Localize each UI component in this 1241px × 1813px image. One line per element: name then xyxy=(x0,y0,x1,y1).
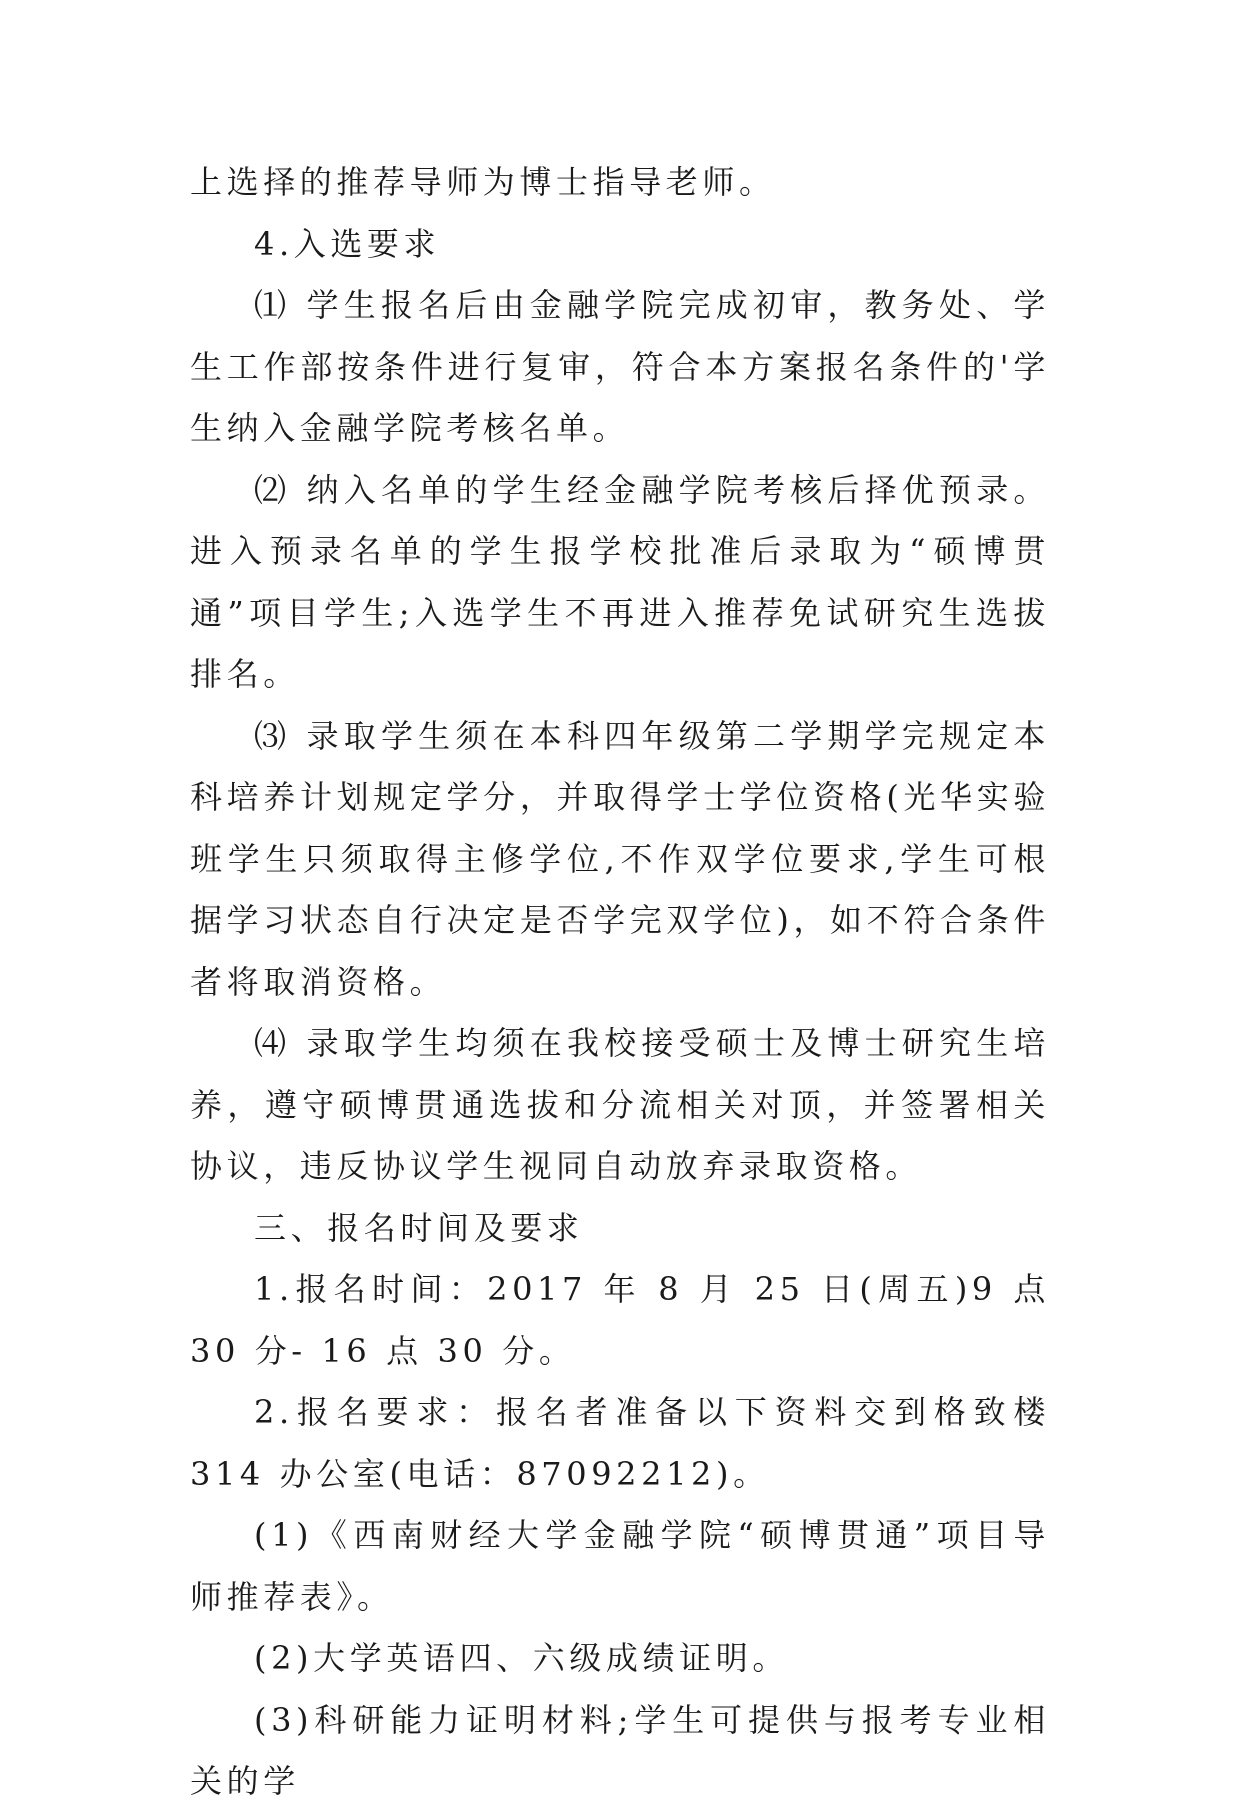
paragraph-requirement-2: ⑵ 纳入名单的学生经金融学院考核后择优预录。进入预录名单的学生报学校批准后录取为“硕博贯通”项目学生;入选学生不再进入推荐免试研究生选拔排名。 xyxy=(190,470,1050,693)
paragraph-requirement-1: ⑴ 学生报名后由金融学院完成初审，教务处、学生工作部按条件进行复审，符合本方案报名条件的'学生纳入金融学院考核名单。 xyxy=(190,286,1050,447)
paragraph-continuation: 上选择的推荐导师为博士指导老师。 xyxy=(190,163,776,201)
paragraph-requirement-4: ⑷ 录取学生均须在我校接受硕士及博士研究生培养，遵守硕博贯通选拔和分流相关对顶，并签署相关协议，违反协议学生视同自动放弃录取资格。 xyxy=(190,1024,1050,1185)
document-body xyxy=(190,152,1050,1813)
paragraph-registration-time: 1.报名时间：2017 年 8 月 25 日(周五)9 点 30 分- 16 点 30 分。 xyxy=(190,1270,1050,1370)
section-heading-registration: 三、报名时间及要求 xyxy=(254,1208,584,1247)
paragraph-material-1: (1)《西南财经大学金融学院“硕博贯通”项目导师推荐表》。 xyxy=(190,1516,1050,1616)
paragraph-requirement-3: ⑶ 录取学生须在本科四年级第二学期学完规定本科培养计划规定学分，并取得学士学位资格(光华实验班学生只须取得主修学位,不作双学位要求,学生可根据学习状态自行决定是否学完双学位)，如不符合条件者将取消资格。 xyxy=(190,716,1050,1001)
paragraph-material-3: (3)科研能力证明材料;学生可提供与报考专业相关的学 xyxy=(190,1700,1050,1800)
section-heading-selection-requirements: 4.入选要求 xyxy=(254,224,441,263)
paragraph-material-2: (2)大学英语四、六级成绩证明。 xyxy=(254,1639,789,1677)
paragraph-registration-requirements: 2.报名要求：报名者准备以下资料交到格致楼 314 办公室(电话：87092212)。 xyxy=(190,1393,1050,1493)
